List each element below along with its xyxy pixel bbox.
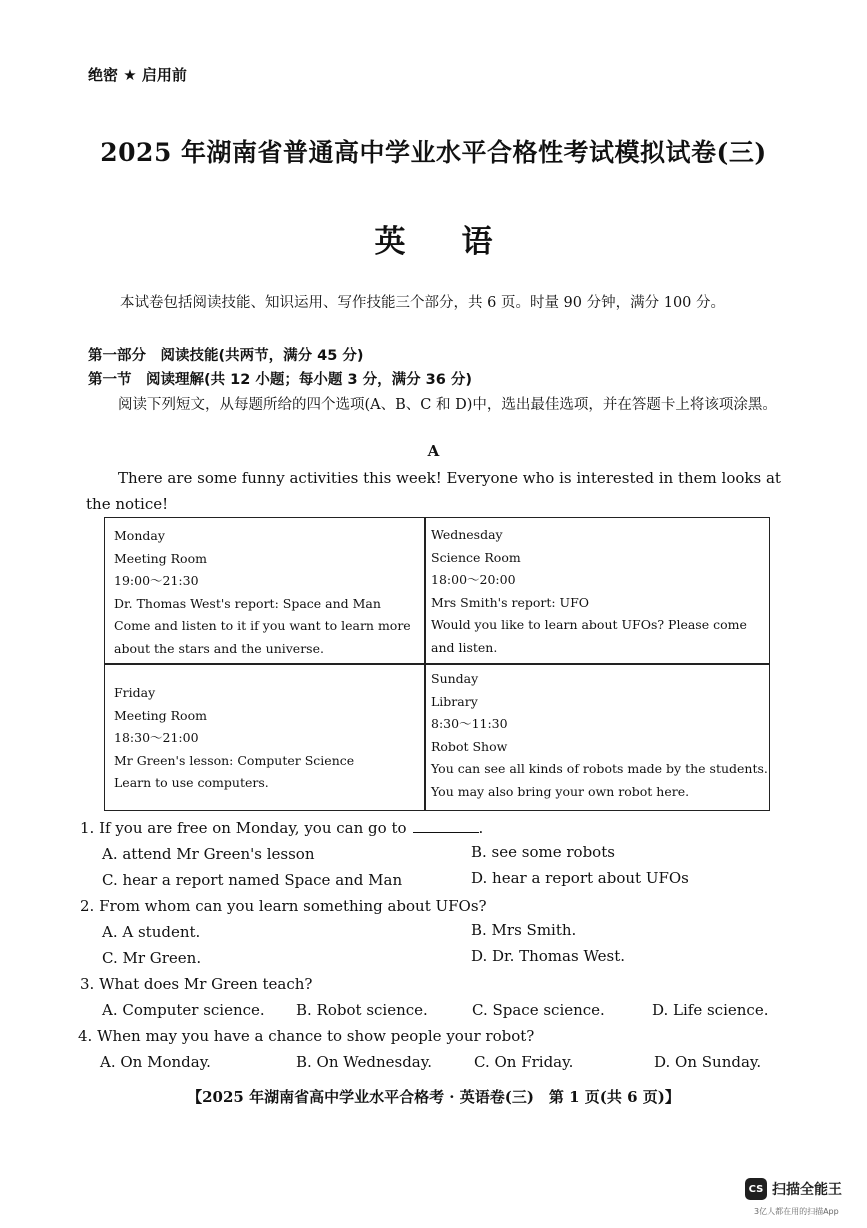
notice-day: Monday <box>114 528 165 543</box>
notice-cell-friday <box>114 682 419 795</box>
scanner-watermark <box>745 1178 842 1200</box>
option-a: A. On Monday. <box>100 1053 211 1071</box>
notice-cell-wednesday <box>431 524 766 660</box>
notice-place: Science Room <box>431 549 521 565</box>
notice-desc: You can see all kinds of robots made by the students. <box>431 761 768 777</box>
part-heading: 第一部分 阅读技能(共两节，满分 45 分) <box>88 348 364 364</box>
notice-desc: about the stars and the universe. <box>114 640 324 656</box>
notice-time: 19:00～21:30 <box>114 573 199 589</box>
subject-char: 语 <box>461 224 493 260</box>
notice-event: Mr Green's lesson: Computer Science <box>114 752 355 768</box>
option-d: D. Life science. <box>652 1001 769 1019</box>
question-stem: 2. From whom can you learn something about UFOs? <box>80 897 487 915</box>
subject-char: 英 <box>374 224 406 260</box>
option-d: D. hear a report about UFOs <box>471 869 689 887</box>
section-heading: 第一节 阅读理解(共 12 小题；每小题 3 分，满分 36 分) <box>88 372 472 388</box>
notice-event: Mrs Smith's report: UFO <box>431 594 590 610</box>
passage-text: There are some funny activities this week! Everyone who is interested in them looks at the notice! <box>86 469 781 513</box>
exam-title: 2025 年湖南省普通高中学业水平合格性考试模拟试卷(三) <box>100 138 767 167</box>
option-b: B. On Wednesday. <box>296 1053 432 1071</box>
notice-place: Library <box>431 693 478 709</box>
notice-day: Friday <box>114 685 156 700</box>
question-stem: 4. When may you have a chance to show people your robot? <box>78 1027 535 1045</box>
option-c: C. hear a report named Space and Man <box>102 871 403 889</box>
scanner-app-name: 扫描全能王 <box>772 1182 842 1198</box>
table-divider <box>105 663 769 665</box>
notice-desc: Learn to use computers. <box>114 775 269 791</box>
notice-place: Meeting Room <box>114 550 207 566</box>
notice-table <box>104 517 770 811</box>
passage-label: A <box>427 442 440 460</box>
camscanner-logo-icon: CS <box>745 1178 767 1200</box>
notice-desc: Would you like to learn about UFOs? Please come <box>431 617 747 633</box>
option-c: C. On Friday. <box>474 1053 574 1071</box>
exam-intro: 本试卷包括阅读技能、知识运用、写作技能三个部分，共 6 页。时量 90 分钟，满分 100 分。 <box>120 295 726 311</box>
answer-blank <box>413 818 479 833</box>
option-d: D. Dr. Thomas West. <box>471 947 626 965</box>
option-a: A. Computer science. <box>102 1001 265 1019</box>
section-instructions: 阅读下列短文，从每题所给的四个选项(A、B、C 和 D)中，选出最佳选项，并在答题卡上将该项涂黑。 <box>118 397 777 413</box>
notice-event: Dr. Thomas West's report: Space and Man <box>114 595 381 611</box>
notice-cell-monday <box>114 525 419 661</box>
option-c: C. Space science. <box>472 1001 605 1019</box>
option-b: B. Mrs Smith. <box>471 921 577 939</box>
notice-event: Robot Show <box>431 738 508 754</box>
question-stem: 3. What does Mr Green teach? <box>80 975 313 993</box>
question-end: . <box>478 819 484 837</box>
notice-time: 18:00～20:00 <box>431 572 516 588</box>
notice-time: 8:30～11:30 <box>431 716 508 732</box>
notice-desc: You may also bring your own robot here. <box>431 783 690 799</box>
notice-desc: and listen. <box>431 639 498 655</box>
notice-place: Meeting Room <box>114 707 207 723</box>
confidential-label: 绝密 ★ 启用前 <box>88 66 187 84</box>
scanner-tagline: 3亿人都在用的扫描App <box>754 1207 839 1216</box>
option-b: B. Robot science. <box>296 1001 428 1019</box>
notice-day: Wednesday <box>431 527 503 542</box>
page-footer: 【2025 年湖南省高中学业水平合格考 · 英语卷(三) 第 1 页(共 6 页)】 <box>187 1088 680 1106</box>
subject-title <box>0 216 867 261</box>
option-a: A. A student. <box>102 923 201 941</box>
notice-time: 18:30～21:00 <box>114 730 199 746</box>
option-d: D. On Sunday. <box>654 1053 762 1071</box>
notice-cell-sunday <box>431 668 766 804</box>
notice-desc: Come and listen to it if you want to learn more <box>114 618 411 634</box>
option-a: A. attend Mr Green's lesson <box>102 845 315 863</box>
option-b: B. see some robots <box>471 843 615 861</box>
question-stem <box>80 818 483 837</box>
option-c: C. Mr Green. <box>102 949 202 967</box>
notice-day: Sunday <box>431 671 479 686</box>
question-text: 1. If you are free on Monday, you can go to <box>80 819 407 837</box>
